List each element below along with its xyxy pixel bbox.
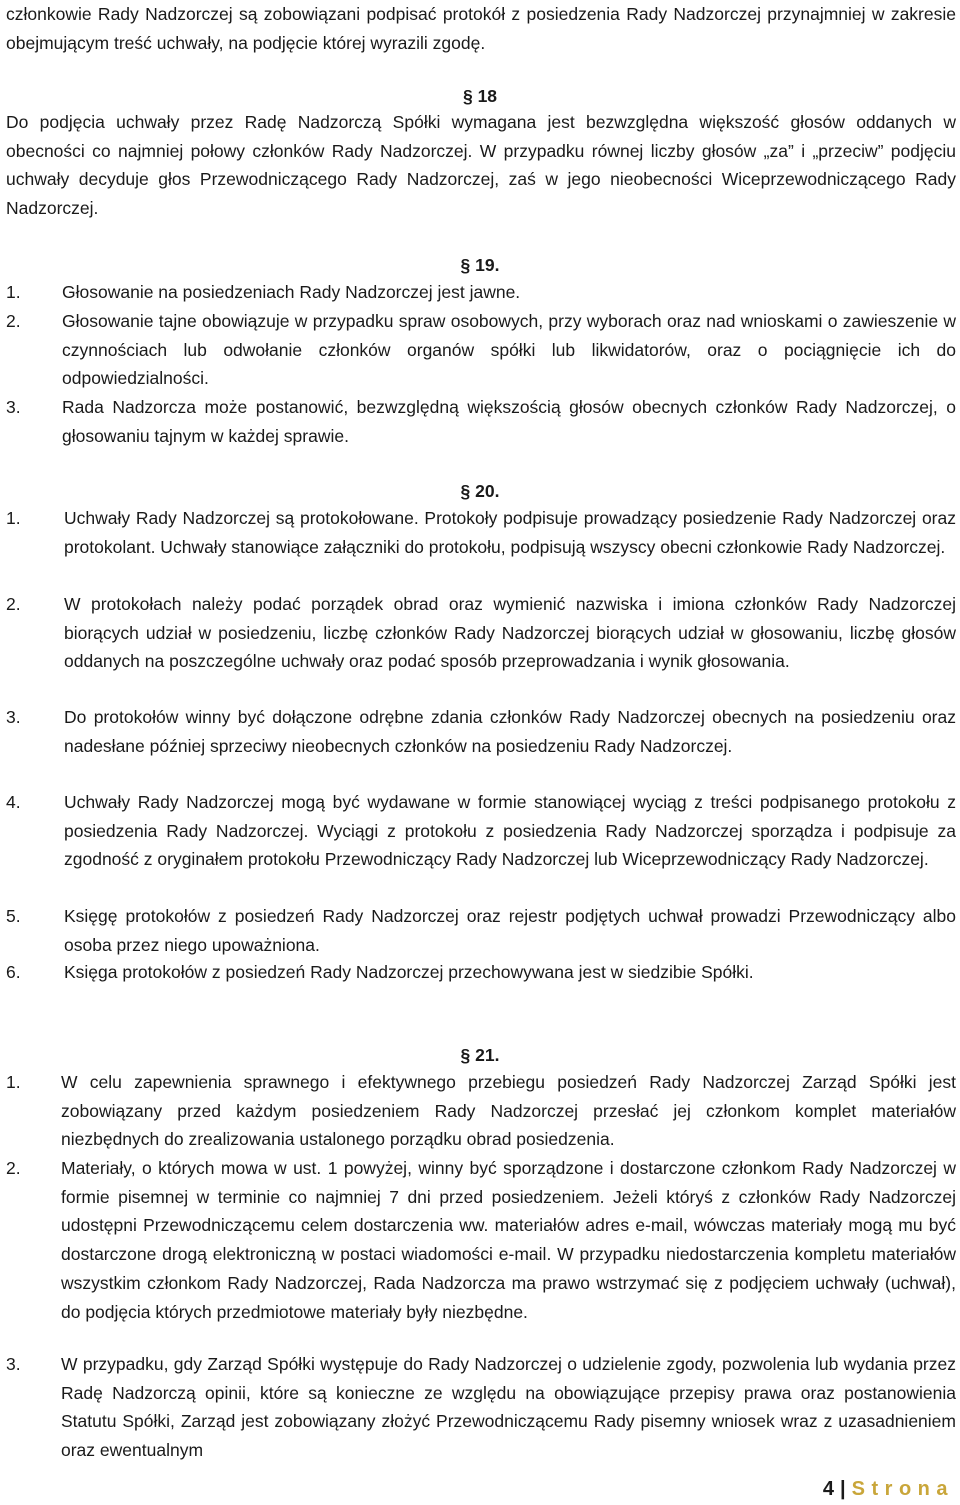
item-text: W przypadku, gdy Zarząd Spółki występuje do Rady Nadzorczej o udzielenie zgody, pozwolenia lub wydania przez Radę Nadzorczą opinii, które są konieczne ze względu na obowiązujące przepisy prawa oraz postanowienia Statutu Spółki, Zarząd jest zobowiązany złożyć Przewodniczącemu Rady pisemny wniosek wraz z uzasadnieniem oraz ewentualnym [61,1354,956,1461]
item-number: 1. [6,282,21,302]
item-number: 1. [6,1072,21,1092]
section-18-paragraph: Do podjęcia uchwały przez Radę Nadzorczą Spółki wymagana jest bezwzględna większość głosów oddanych w obecności co najmniej połowy członków Rady Nadzorczej. W przypadku równej liczby głosów „za” i „przeciw” podjęciu uchwały decyduje głos Przewodniczącego Rady Nadzorczej, zaś w jego nieobecności Wiceprzewodniczącego Rady Nadzorczej. [6,112,956,219]
item-text: W protokołach należy podać porządek obrad oraz wymienić nazwiska i imiona członków Rady Nadzorczej biorących udział w posiedzeniu, liczbę członków Rady Nadzorczej biorących udział w głosowaniu, liczbę głosów oddanych na poszczególne uchwały oraz podać sposób przeprowadzania i wynik głosowania. [64,594,956,672]
item-number: 5. [6,906,21,926]
section-21-item-1 [6,1068,956,1154]
item-text: Księgę protokołów z posiedzeń Rady Nadzorczej oraz rejestr podjętych uchwał prowadzi Przewodniczący albo osoba przez niego upoważniona. [64,906,956,955]
item-number: 2. [6,311,21,331]
section-19-item-2 [6,307,956,393]
item-number: 2. [6,1158,21,1178]
item-text: W celu zapewnienia sprawnego i efektywnego przebiegu posiedzeń Rady Nadzorczej Zarząd Spółki jest zobowiązany przed każdym posiedzeniem Rady Nadzorczej przesłać jej członkom komplet materiałów niezbędnych do zrealizowania ustalonego porządku obrad posiedzenia. [61,1072,956,1150]
page-number: 4 [822,1478,835,1500]
item-number: 3. [6,397,21,417]
section-21-item-2 [6,1154,956,1326]
section-heading-18: § 18 [462,86,498,106]
section-20-item-5 [6,902,956,959]
footer-separator: | [840,1478,846,1500]
section-19-item-3 [6,393,956,450]
item-text: Uchwały Rady Nadzorczej są protokołowane. Protokoły podpisuje prowadzący posiedzenie Rady Nadzorczej oraz protokolant. Uchwały stanowiące załączniki do protokołu, podpisują wszyscy obecni członkowie Rady Nadzorczej. [64,508,956,557]
item-text: Głosowanie na posiedzeniach Rady Nadzorczej jest jawne. [62,282,521,302]
item-number: 1. [6,508,21,528]
item-text: Materiały, o których mowa w ust. 1 powyżej, winny być sporządzone i dostarczone członkom Rady Nadzorczej w formie pisemnej w terminie co najmniej 7 dni przed posiedzeniem. Jeżeli któryś z członków Rady Nadzorczej udostępni Przewodniczącemu celem dostarczenia ww. materiałów adres e-mail, wówczas materiały mogą mu być dostarczone drogą elektroniczną w postaci wiadomości e-mail. W przypadku niedostarczenia kompletu materiałów wszystkim członkom Rady Nadzorczej, Rada Nadzorcza ma prawo wstrzymać się z podjęciem uchwały (uchwał), do podjęcia których przedmiotowe materiały były niezbędne. [61,1158,956,1322]
item-text: Do protokołów winny być dołączone odrębne zdania członków Rady Nadzorczej obecnych na posiedzeniu oraz nadesłane później sprzeciwy nieobecnych członków na posiedzeniu Rady Nadzorczej. [64,707,956,756]
section-21-item-3 [6,1350,956,1465]
item-text: Rada Nadzorcza może postanowić, bezwzględną większością głosów obecnych członków Rady Nadzorczej, o głosowaniu tajnym w każdej sprawie. [62,397,956,446]
section-20-item-1 [6,504,956,561]
item-number: 4. [6,792,21,812]
page-label: Strona [851,1478,954,1500]
page-footer [823,1476,954,1502]
item-number: 3. [6,707,21,727]
section-20-item-3 [6,703,956,760]
section-heading-21: § 21. [460,1045,500,1065]
item-text: Głosowanie tajne obowiązuje w przypadku spraw osobowych, przy wyborach oraz nad wnioskami o zawieszenie w czynnościach lub odwołanie członków organów spółki lub likwidatorów, oraz o pociągnięcie ich do odpowiedzialności. [62,311,956,389]
section-20-item-6 [6,958,956,987]
intro-paragraph: członkowie Rady Nadzorczej są zobowiązani podpisać protokół z posiedzenia Rady Nadzorczej przynajmniej w zakresie obejmującym treść uchwały, na podjęcie której wyrazili zgodę. [6,4,956,53]
section-19-item-1 [6,278,956,307]
section-20-item-4 [6,788,956,874]
item-text: Uchwały Rady Nadzorczej mogą być wydawane w formie stanowiącej wyciąg z treści podpisanego protokołu z posiedzenia Rady Nadzorczej. Wyciągi z protokołu z posiedzenia Rady Nadzorczej sporządza i podpisuje za zgodność z oryginałem protokołu Przewodniczący Rady Nadzorczej lub Wiceprzewodniczący Rady Nadzorczej. [64,792,956,870]
item-number: 6. [6,962,21,982]
section-heading-20: § 20. [460,481,500,501]
section-20-item-2 [6,590,956,676]
item-number: 2. [6,594,21,614]
section-heading-19: § 19. [460,255,500,275]
item-text: Księga protokołów z posiedzeń Rady Nadzorczej przechowywana jest w siedzibie Spółki. [64,962,754,982]
item-number: 3. [6,1354,21,1374]
